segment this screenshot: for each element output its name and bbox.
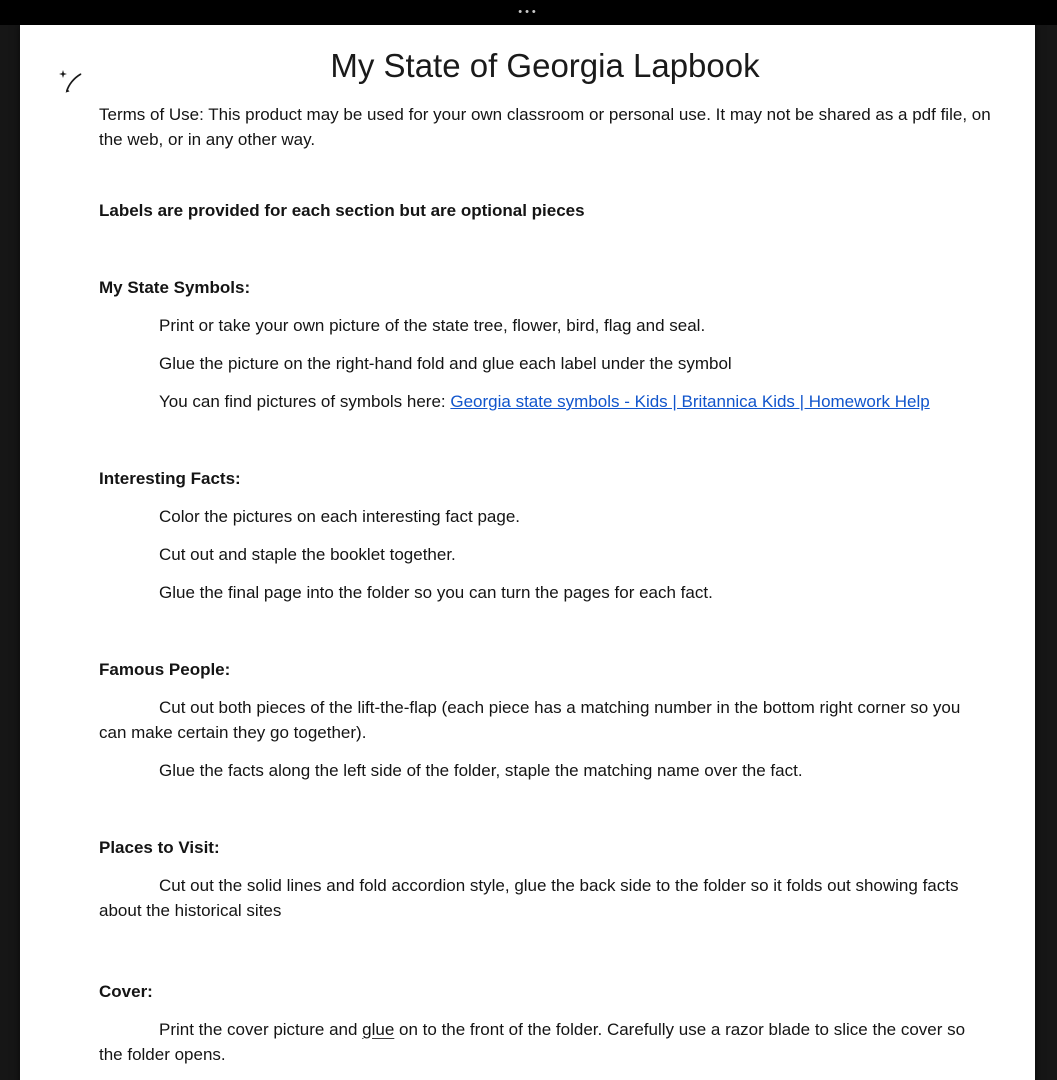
section-heading-cover: Cover: xyxy=(99,982,153,1001)
symbols-link-prefix: You can find pictures of symbols here: xyxy=(159,392,451,411)
cover-text-pre: Print the cover picture and xyxy=(159,1020,363,1039)
facts-instruction-3: Glue the final page into the folder so you can turn the pages for each fact. xyxy=(159,583,713,602)
more-options-button[interactable]: ••• xyxy=(518,6,539,18)
document-page[interactable] xyxy=(20,25,1035,1080)
places-instruction-1: Cut out the solid lines and fold accordion style, glue the back side to the folder so it folds out showing facts about the historical sites xyxy=(99,876,959,920)
terms-of-use-text: Terms of Use: This product may be used for your own classroom or personal use. It may not be shared as a pdf file, on the web, or in any other way. xyxy=(99,105,991,149)
cover-text-post: on to the front of the folder. Carefully use a razor blade to slice the cover so the folder opens. xyxy=(99,1020,966,1064)
symbols-instruction-1: Print or take your own picture of the state tree, flower, bird, flag and seal. xyxy=(159,316,706,335)
document-title: My State of Georgia Lapbook xyxy=(330,47,760,84)
symbols-instruction-3 xyxy=(99,389,991,414)
section-heading-places: Places to Visit: xyxy=(99,838,220,857)
labels-note: Labels are provided for each section but are optional pieces xyxy=(99,201,585,220)
edit-pen-sparkle-icon[interactable] xyxy=(56,67,84,95)
section-heading-famous-people: Famous People: xyxy=(99,660,231,679)
facts-instruction-1: Color the pictures on each interesting fact page. xyxy=(159,507,520,526)
document-canvas xyxy=(0,25,1057,1080)
section-heading-facts: Interesting Facts: xyxy=(99,469,241,488)
cover-instruction-1 xyxy=(99,1017,991,1067)
famous-people-instruction-2: Glue the facts along the left side of the folder, staple the matching name over the fact. xyxy=(159,761,803,780)
section-heading-symbols: My State Symbols: xyxy=(99,278,251,297)
symbols-instruction-2: Glue the picture on the right-hand fold and glue each label under the symbol xyxy=(159,354,732,373)
facts-instruction-2: Cut out and staple the booklet together. xyxy=(159,545,456,564)
titlebar xyxy=(0,0,1057,25)
cover-text-underlined-word[interactable]: glue xyxy=(362,1020,395,1039)
britannica-symbols-link[interactable]: Georgia state symbols - Kids | Britannica Kids | Homework Help xyxy=(450,392,930,411)
famous-people-instruction-1: Cut out both pieces of the lift-the-flap (each piece has a matching number in the bottom right corner so you can make certain they go together). xyxy=(99,698,961,742)
